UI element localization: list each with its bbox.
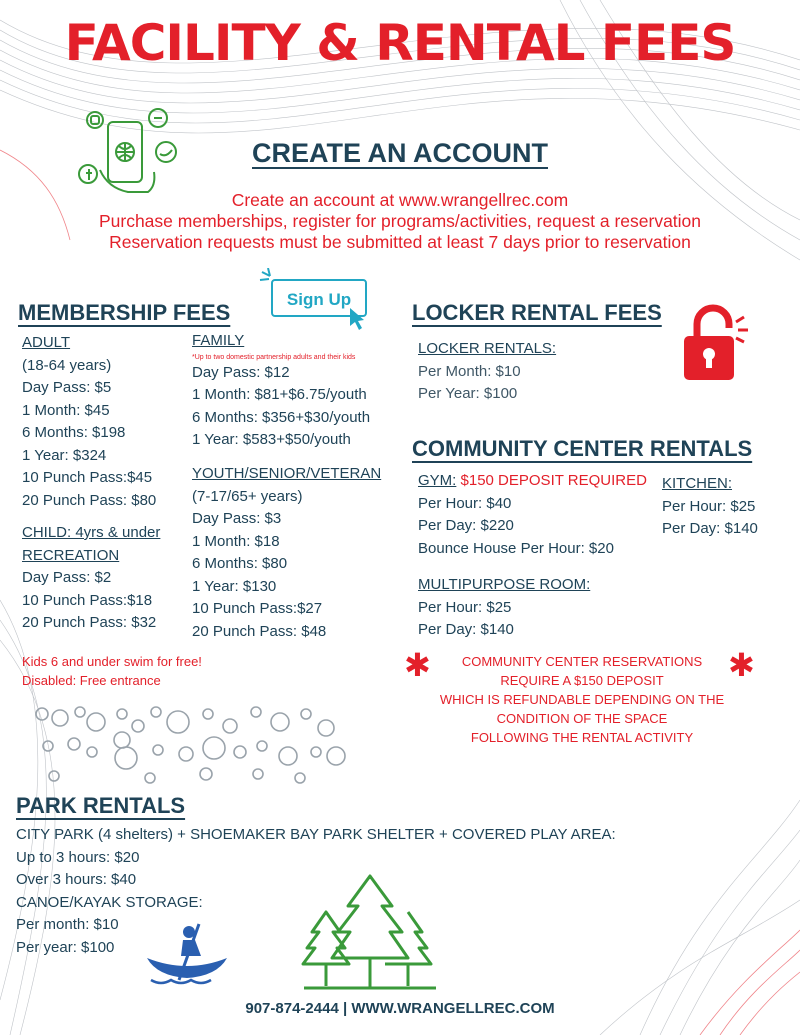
community-center-heading: COMMUNITY CENTER RENTALS bbox=[412, 436, 753, 461]
youth-fee-line: Day Pass: $3 bbox=[192, 510, 282, 527]
family-note: *Up to two domestic partnership adults and their kids bbox=[192, 353, 356, 361]
locker-rentals-heading: LOCKER RENTALS: bbox=[418, 340, 557, 357]
membership-notes bbox=[22, 652, 202, 690]
lock-icon bbox=[672, 300, 752, 385]
account-instructions bbox=[0, 190, 800, 253]
adult-fee-line: Day Pass: $5 bbox=[22, 379, 112, 396]
multipurpose-fees bbox=[418, 574, 590, 642]
park-shelters-line: CITY PARK (4 shelters) + SHOEMAKER BAY PARK SHELTER + COVERED PLAY AREA: bbox=[16, 826, 616, 843]
adult-fee-line: 10 Punch Pass:$45 bbox=[22, 469, 153, 486]
adult-fee-line: 6 Months: $198 bbox=[22, 424, 126, 441]
youth-fee-line: 20 Punch Pass: $48 bbox=[192, 622, 327, 640]
youth-heading: YOUTH/SENIOR/VETERAN bbox=[192, 465, 382, 482]
youth-fees bbox=[192, 463, 381, 643]
canoe-fee-line: Per month: $10 bbox=[16, 916, 119, 933]
sign-up-label: Sign Up bbox=[286, 290, 352, 309]
locker-rental-heading: LOCKER RENTAL FEES bbox=[412, 300, 662, 325]
park-fee-line: Up to 3 hours: $20 bbox=[16, 848, 140, 866]
canoe-icon bbox=[145, 920, 230, 990]
gym-fees bbox=[418, 470, 647, 560]
park-fee-line: Over 3 hours: $40 bbox=[16, 871, 137, 888]
account-line-website: Create an account at www.wrangellrec.com bbox=[231, 190, 569, 210]
deposit-notice-line: REQUIRE A $150 DEPOSIT bbox=[500, 673, 664, 688]
family-fee-line: 1 Month: $81+$6.75/youth bbox=[192, 386, 367, 403]
adult-heading: ADULT bbox=[22, 334, 71, 351]
child-fee-line: Day Pass: $2 bbox=[22, 569, 112, 586]
gym-fee-line: Per Hour: $40 bbox=[418, 494, 512, 512]
youth-fee-line: 10 Punch Pass:$27 bbox=[192, 600, 323, 617]
adult-fee-line: 1 Year: $324 bbox=[22, 446, 107, 464]
youth-fee-line: (7-17/65+ years) bbox=[192, 487, 303, 505]
kitchen-heading: KITCHEN: bbox=[662, 475, 733, 492]
child-fee-line: 10 Punch Pass:$18 bbox=[22, 591, 153, 609]
gym-deposit: $150 DEPOSIT REQUIRED bbox=[460, 472, 647, 489]
child-heading: CHILD: 4yrs & under bbox=[22, 524, 161, 541]
swim-free-note: Kids 6 and under swim for free! bbox=[22, 654, 202, 669]
account-line-deadline: Reservation requests must be submitted at least 7 days prior to reservation bbox=[109, 232, 691, 252]
gym-fee-line: Per Day: $220 bbox=[418, 517, 514, 534]
adult-fees bbox=[22, 332, 156, 512]
park-rentals-heading: PARK RENTALS bbox=[16, 793, 186, 818]
deposit-notice bbox=[422, 652, 742, 747]
multipurpose-fee-line: Per Day: $140 bbox=[418, 621, 514, 638]
account-line-purchase: Purchase memberships, register for programs/activities, request a reservation bbox=[98, 211, 702, 231]
adult-fee-line: 20 Punch Pass: $80 bbox=[22, 491, 157, 509]
canoe-fee-line: Per year: $100 bbox=[16, 938, 115, 956]
asterisk-icon: ✱ bbox=[728, 647, 755, 683]
youth-fee-line: 1 Year: $130 bbox=[192, 577, 277, 595]
locker-fees bbox=[418, 338, 556, 406]
canoe-storage-heading: CANOE/KAYAK STORAGE: bbox=[16, 893, 203, 911]
recreation-heading: RECREATION bbox=[22, 546, 120, 564]
kitchen-fee-line: Per Hour: $25 bbox=[662, 497, 756, 515]
membership-fees-heading: MEMBERSHIP FEES bbox=[18, 300, 231, 325]
trees-icon bbox=[300, 872, 440, 992]
locker-fee-line: Per Month: $10 bbox=[418, 362, 521, 380]
youth-fee-line: 1 Month: $18 bbox=[192, 532, 280, 550]
create-account-heading: CREATE AN ACCOUNT bbox=[252, 138, 548, 168]
gym-fee-line: Bounce House Per Hour: $20 bbox=[418, 539, 614, 557]
page-title: FACILITY & RENTAL FEES bbox=[64, 14, 736, 72]
multipurpose-heading: MULTIPURPOSE ROOM: bbox=[418, 576, 591, 593]
footer-contact: 907-874-2444 | WWW.WRANGELLREC.COM bbox=[245, 1000, 555, 1017]
multipurpose-fee-line: Per Hour: $25 bbox=[418, 598, 512, 616]
kitchen-fee-line: Per Day: $140 bbox=[662, 520, 758, 537]
sign-up-badge bbox=[258, 268, 378, 338]
adult-fee-line: (18-64 years) bbox=[22, 356, 112, 374]
family-fee-line: 1 Year: $583+$50/youth bbox=[192, 431, 351, 448]
deposit-notice-line: CONDITION OF THE SPACE bbox=[496, 711, 668, 726]
family-fee-line: 6 Months: $356+$30/youth bbox=[192, 408, 371, 426]
child-fee-line: 20 Punch Pass: $32 bbox=[22, 614, 157, 631]
deposit-notice-line: WHICH IS REFUNDABLE DEPENDING ON THE bbox=[439, 692, 725, 707]
family-fees bbox=[192, 330, 370, 452]
family-fee-line: Day Pass: $12 bbox=[192, 363, 290, 381]
disabled-entrance-note: Disabled: Free entrance bbox=[22, 673, 161, 688]
kitchen-fees bbox=[662, 473, 758, 541]
bubbles-illustration bbox=[30, 700, 350, 790]
child-fees bbox=[22, 522, 160, 635]
adult-fee-line: 1 Month: $45 bbox=[22, 401, 110, 419]
locker-fee-line: Per Year: $100 bbox=[418, 385, 518, 402]
family-heading: FAMILY bbox=[192, 332, 245, 349]
deposit-notice-line: FOLLOWING THE RENTAL ACTIVITY bbox=[470, 730, 694, 745]
asterisk-icon: ✱ bbox=[404, 647, 431, 683]
gym-heading: GYM: bbox=[418, 472, 457, 489]
youth-fee-line: 6 Months: $80 bbox=[192, 555, 288, 572]
deposit-notice-line: COMMUNITY CENTER RESERVATIONS bbox=[461, 654, 703, 669]
